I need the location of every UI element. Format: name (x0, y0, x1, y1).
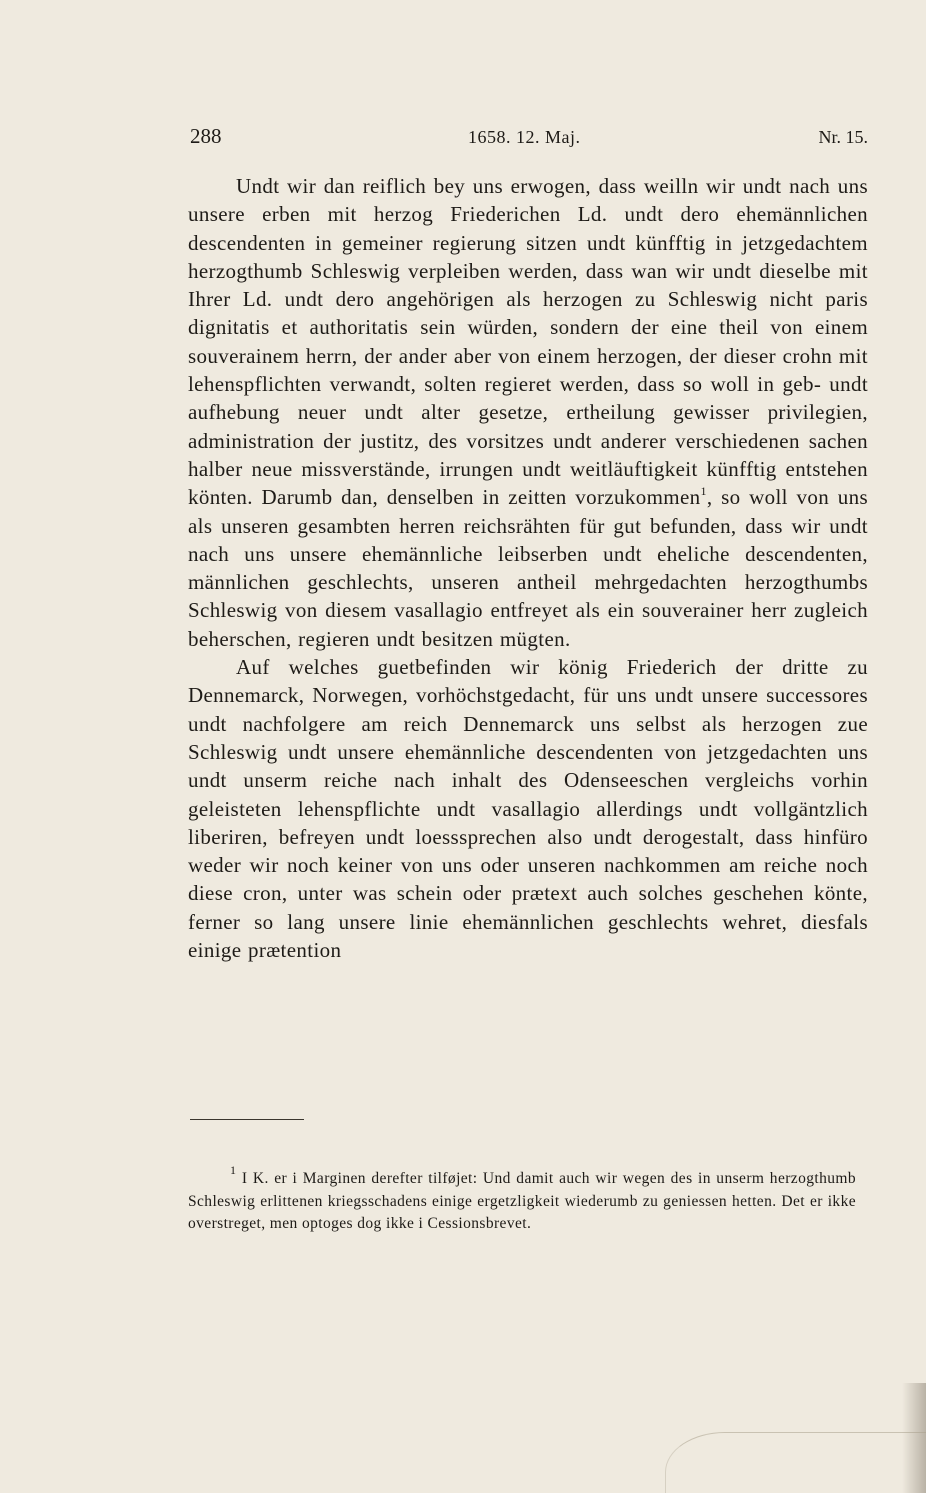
footnote-text: I K. er i Marginen derefter tilføjet: Und damit auch wir wegen des in unserm herzogthumb Schleswig erlittenen kriegsschadens einige ergetzligkeit wiederumb zu geniessen hetten. Det er ikke overstreget, men optoges dog ikke i Cessionsbrevet. (188, 1170, 856, 1232)
paragraph-1-part-a: Undt wir dan reiflich bey uns erwogen, dass weilln wir undt nach uns unsere erben mit herzog Friederichen Ld. undt dero ehemännlichen descendenten in gemeiner regierung sitzen undt künfftig in jetzgedachtem herzogthumb Schleswig verpleiben werden, dass wan wir undt dieselbe mit Ihrer Ld. undt dero angehörigen als herzogen zu Schleswig nicht paris dignitatis et authoritatis sein würden, sondern der eine theil von einem souverainem herrn, der ander aber von einem herzogen, der dieser crohn mit lehenspflichten verwandt, solten regieret werden, dass so woll in geb- undt aufhebung neuer undt alter gesetze, ertheilung gewisser privilegien, administration der justitz, des vorsitzes undt anderer verschiedenen sachen halber neue missverstände, irrungen undt weitläuftigkeit künfftig entstehen könten. Darumb dan, denselben in zeitten vorzukommen (188, 174, 868, 510)
page-curl (665, 1432, 926, 1493)
paragraph-2: Auf welches guetbefinden wir könig Friederich der dritte zu Dennemarck, Norwegen, vorhöchstgedacht, für uns undt unsere successores undt nachfolgere am reich Dennemarck uns selbst als herzogen zue Schleswig undt unsere ehemännliche descendenten von jetzgedachten uns undt unserm reiche nach inhalt des Odenseeschen vergleichs vorhin geleisteten lehenspflichte undt vasallagio allerdings undt vollgäntzlich liberiren, befreyen undt loesssprechen also undt derogestalt, dass hinfüro weder wir noch keiner von uns oder unseren nachkommen am reiche noch diese cron, unter was schein oder prætext auch solches geschehen könte, ferner so lang unsere linie ehemännlichen geschlechts wehret, diesfals einige prætention (188, 655, 868, 963)
main-text (188, 172, 868, 964)
footnote-divider (190, 1119, 304, 1120)
footnote-paragraph (188, 1163, 856, 1236)
footnote-reference: 1 (700, 484, 707, 499)
page-header (190, 124, 868, 154)
paragraph-1-part-b: , so woll von uns als unseren gesambten herren reichsrähten für gut befunden, dass wir undt nach uns unsere ehemännliche leibserben undt eheliche descendenten, männlichen geschlechts, unseren antheil mehrgedachten herzogthumbs Schleswig von diesem vasallagio entfreyet als ein souverainer herr zugleich beherschen, regieren undt besitzen mügten. (188, 485, 868, 651)
footnote (188, 1163, 856, 1236)
page-number: 288 (190, 124, 222, 148)
header-entry-number: Nr. 15. (818, 127, 868, 147)
header-date: 1658. 12. Maj. (468, 127, 581, 147)
footnote-mark: 1 (230, 1163, 237, 1177)
paragraph-1 (188, 172, 868, 653)
